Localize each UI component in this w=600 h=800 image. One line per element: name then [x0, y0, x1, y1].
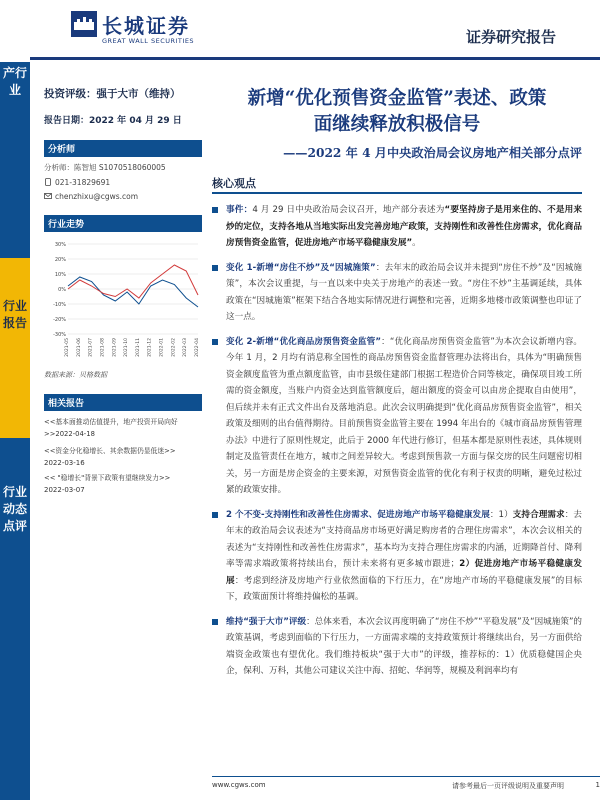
page-number: 1 — [595, 781, 600, 789]
x-tick-label: 2021-08 — [100, 338, 106, 357]
series-line-1 — [68, 277, 198, 307]
email-icon — [44, 192, 52, 200]
paragraph-change-1 — [212, 260, 582, 326]
sidebar-report-kind: 行业动态点评 — [2, 485, 27, 533]
sidebar-industry: 产行业 — [2, 66, 27, 97]
page-header — [0, 0, 600, 62]
x-tick-label: 2021-09 — [112, 338, 118, 357]
x-tick-label: 2022-03 — [183, 338, 189, 357]
x-tick-label: 2021-07 — [88, 338, 94, 357]
paragraph-text: 4 月 29 日中央政治局会议召开，地产部分表述为 — [252, 205, 445, 215]
y-tick-label: 10% — [54, 272, 66, 278]
y-tick-label: -20% — [53, 317, 66, 323]
related-section-header: 相关报告 — [44, 394, 202, 411]
paragraph-lead: 变化 1-新增“房住不炒”及“因城施策” — [226, 262, 376, 273]
phone-text: 021-31829691 — [55, 178, 111, 187]
paragraph-rating — [212, 614, 582, 680]
y-tick-label: 20% — [54, 257, 66, 263]
paragraph-text: ：总体来看，本次会议再度明确了“房住不炒”“平稳发展”及“因城施策”的政策基调，考虑到面临的下行压力，一方面需求端的支持政策预计将继续出台，另一方面供给端资金政策也有望优化。我们维持板块“强于大市”的评级，推荐标的：1）优质稳健国企央企，保利、万科，其他公司建议关注中海、招蛇、华润等，规模及利润率均有 — [226, 616, 583, 676]
bullet-icon — [212, 207, 218, 213]
logo-chinese: 长城证券 — [102, 14, 190, 38]
company-logo — [70, 10, 200, 54]
y-tick-label: -30% — [53, 332, 66, 338]
x-tick-label: 2021-10 — [124, 338, 130, 357]
x-tick-label: 2021-06 — [76, 338, 82, 357]
bullet-icon — [212, 619, 218, 625]
series-line-2 — [68, 265, 198, 298]
analyst-phone — [44, 178, 202, 187]
x-tick-label: 2021-05 — [65, 338, 70, 357]
x-tick-label: 2021-11 — [135, 338, 141, 357]
sidebar-report-type: 行业报告 — [0, 258, 30, 438]
footer-disclaimer: 请参考最后一页评级说明及重要声明 — [452, 782, 564, 790]
analyst-name: 分析师：陈智旭 S1070518060005 — [44, 163, 166, 172]
paragraph-lead: 2 个不变-支持刚性和改善性住房需求、促进房地产市场平稳健康发展 — [226, 509, 490, 520]
paragraph-lead: 变化 2-新增“优化商品房预售资金监管” — [226, 336, 382, 347]
footer-website[interactable]: www.cgws.com — [212, 781, 266, 789]
bullet-icon — [212, 265, 218, 271]
paragraph-emphasis: 支持合理需求 — [512, 509, 565, 520]
bullet-icon — [212, 339, 218, 345]
related-report-date: 2022-03-16 — [44, 459, 85, 467]
related-report-item[interactable]: << "稳增长"背景下政策有望继续发力>> — [44, 474, 171, 482]
paragraph-text: ：去年末的政治局会议并未提到“房住不炒”及“因城施策”，本次会议重提，与一直以来中央关于房地产的表述一致。“房住不炒”主基调延续，具体政策在“因城施策”框架下结合各地实际情况进行调整和完善，近期多地楼市政策调整也印证了这一点。 — [226, 262, 582, 322]
paragraph-lead: 事件： — [226, 205, 253, 215]
paragraph-event — [212, 202, 582, 252]
report-type-title: 证券研究报告 — [465, 28, 556, 46]
report-title-line2: 面继续释放积极信号 — [313, 114, 481, 135]
great-wall-logo-icon — [70, 10, 98, 38]
y-tick-label: 0% — [58, 287, 66, 293]
x-tick-label: 2022-02 — [171, 338, 177, 357]
paragraph-change-2 — [212, 334, 582, 499]
analyst-section-header: 分析师 — [44, 140, 202, 157]
report-date: 报告日期：2022 年 04 月 29 日 — [44, 116, 182, 126]
paragraph-text: ：“优化商品房预售资金监管”为本次会议新增内容。今年 1 月，2 月均有消息称全国性的商品房预售资金监督管理办法将出台，具体为“明确预售资金额度监管为重点额度监管，由市县级住建部门根据工程造价合同等核定，确保项目竣工所需的资金额度，当账户内资金达到监管额度后，超出额度的资金可以由房企提取自由使用”，但后续并未有正式文件出台及落地消息。此次会议明确提到“优化商品房预售资金监管”，相关政策及细则的出台值得期待。目前预售资金监管主要在 1994 年出台的《城市商品房预售管理办法》中进行了原则性规定，此后于 2000 年代进行修订，但基本都是原则性表述，具体规则制定及监管责任在地方，城市之间差异较大。考虑到预售款一方面与保交房的民生问题密切相关，另一方面是房企资金的主要来源，对预售资金监管的优化有利于权责的明晰，避免过松过紧的政策安排。 — [226, 336, 583, 495]
paragraph-text: ：1） — [489, 509, 513, 520]
analyst-email — [44, 192, 202, 201]
y-tick-label: 30% — [54, 242, 66, 248]
phone-icon — [44, 178, 52, 186]
left-column — [44, 86, 202, 494]
trend-section-header: 行业走势 — [44, 215, 202, 232]
related-report-item[interactable]: <<基本面推动估值提升，地产投资开局向好>>2022-04-18 — [44, 418, 178, 438]
paragraph-lead: 维持“强于大市”评级 — [226, 616, 307, 627]
bullet-icon — [212, 512, 218, 518]
x-tick-label: 2022-04 — [195, 338, 200, 357]
core-views-header: 核心观点 — [212, 175, 582, 194]
industry-trend-chart — [44, 238, 202, 368]
x-tick-label: 2022-01 — [159, 338, 165, 357]
main-content — [212, 86, 582, 680]
paragraph-emphasis: “要坚持房子是用来住的、不是用来炒的定位，支持各地从当地实际出发完善房地产政策，支持刚性和改善性住房需求，优化商品房预售资金监管，促进房地产市场平稳健康发展” — [226, 205, 582, 248]
related-report-date: 2022-03-07 — [44, 486, 85, 494]
report-title-line1: 新增“优化预售资金监管”表述、政策 — [247, 88, 547, 109]
related-reports-list — [44, 416, 202, 494]
chart-source: 数据来源：贝格数据 — [44, 371, 107, 379]
report-subtitle: ——2022 年 4 月中央政治局会议房地产相关部分点评 — [283, 146, 582, 160]
logo-english: GREAT WALL SECURITIES — [102, 37, 195, 45]
paragraph-unchanged — [212, 507, 582, 606]
investment-rating: 投资评级：强于大市（维持） — [44, 88, 181, 100]
email-text[interactable]: chenzhixu@cgws.com — [55, 192, 139, 201]
trend-chart-svg — [44, 238, 202, 368]
paragraph-emphasis: 2）促进房地产市场平稳健康发展 — [226, 559, 582, 586]
paragraph-text: ：去年末的政治局会议表述为“支持商品房市场更好满足购房者的合理住房需求”，本次会议相关的表述为“支持刚性和改善性住房需求”，基本均为支持合理住房需求的内涵，近期降首付、降利率等需求端政策将持续出台，预计未来将有更多城市跟进； — [226, 509, 582, 569]
header-divider — [30, 57, 600, 60]
y-tick-label: -10% — [53, 302, 66, 308]
related-report-item[interactable]: <<资金分化稳增长、其余数据仍显低迷>> — [44, 447, 176, 455]
x-tick-label: 2021-12 — [147, 338, 153, 357]
paragraph-text: ：考虑到经济及房地产行业依然面临的下行压力，在“房地产市场的平稳健康发展”的目标下，政策面预计将维持偏松的基调。 — [226, 575, 582, 602]
paragraph-text: 。 — [412, 238, 421, 248]
side-bar — [0, 0, 30, 800]
page-footer — [212, 776, 600, 794]
